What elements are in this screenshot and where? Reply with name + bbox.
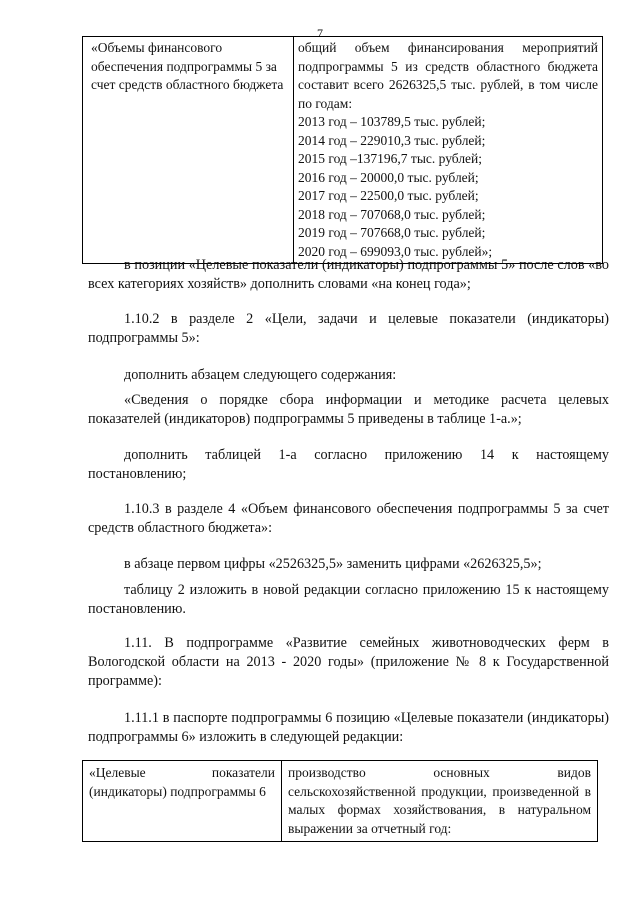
year-line: 2015 год –137196,7 тыс. рублей; [298, 151, 483, 166]
indicators-details: производство основных видов сельскохозяйственной продукции, произведенной в малых формах хозяйствования, в натуральном выражении за отчетный год: [282, 761, 598, 842]
page-number: 7 [317, 26, 323, 40]
year-line: 2013 год – 103789,5 тыс. рублей; [298, 114, 486, 129]
paragraph: дополнить таблицей 1-а согласно приложению 14 к настоящему постановлению; [88, 447, 609, 482]
indicators-table [82, 760, 598, 842]
paragraph: 1.10.3 в разделе 4 «Объем финансового обеспечения подпрограммы 5 за счет средств областного бюджета»: [88, 501, 609, 536]
financing-table [82, 36, 603, 264]
paragraph: 1.11.1 в паспорте подпрограммы 6 позицию «Целевые показатели (индикаторы) подпрограммы 6» изложить в следующей редакции: [88, 710, 609, 745]
financing-details [294, 37, 603, 264]
paragraph: в позиции «Целевые показатели (индикаторы) подпрограммы 5» после слов «во всех категориях хозяйств» дополнить словами «на конец года»; [88, 257, 609, 292]
paragraph: «Сведения о порядке сбора информации и методике расчета целевых показателей (индикаторов) подпрограммы 5 приведены в таблице 1-а.»; [88, 392, 609, 427]
year-line: 2017 год – 22500,0 тыс. рублей; [298, 188, 479, 203]
year-line: 2019 год – 707668,0 тыс. рублей; [298, 225, 486, 240]
year-line: 2014 год – 229010,3 тыс. рублей; [298, 132, 486, 148]
year-line: 2020 год – 699093,0 тыс. рублей»; [298, 243, 493, 259]
year-line: 2018 год – 707068,0 тыс. рублей; [298, 206, 486, 222]
paragraph: в абзаце первом цифры «2526325,5» заменить цифрами «2626325,5»; [124, 556, 542, 572]
year-line: 2016 год – 20000,0 тыс. рублей; [298, 169, 479, 185]
financing-intro: общий объем финансирования мероприятий подпрограммы 5 из средств областного бюджета составит всего 2626325,5 тыс. рублей, в том числе по годам: [298, 40, 598, 111]
paragraph: таблицу 2 изложить в новой редакции согласно приложению 15 к настоящему постановлению. [88, 582, 609, 617]
paragraph: дополнить абзацем следующего содержания: [124, 367, 397, 383]
indicators-label: «Целевые показатели (индикаторы) подпрограммы 6 [83, 761, 282, 842]
financing-label: «Объемы финансового обеспечения подпрограммы 5 за счет средств областного бюджета [83, 37, 294, 264]
paragraph: 1.10.2 в разделе 2 «Цели, задачи и целевые показатели (индикаторы) подпрограммы 5»: [88, 311, 609, 346]
paragraph: 1.11. В подпрограмме «Развитие семейных животноводческих ферм в Вологодской области на 2013 - 2020 годы» (приложение № 8 к Государственной программе): [88, 635, 609, 689]
